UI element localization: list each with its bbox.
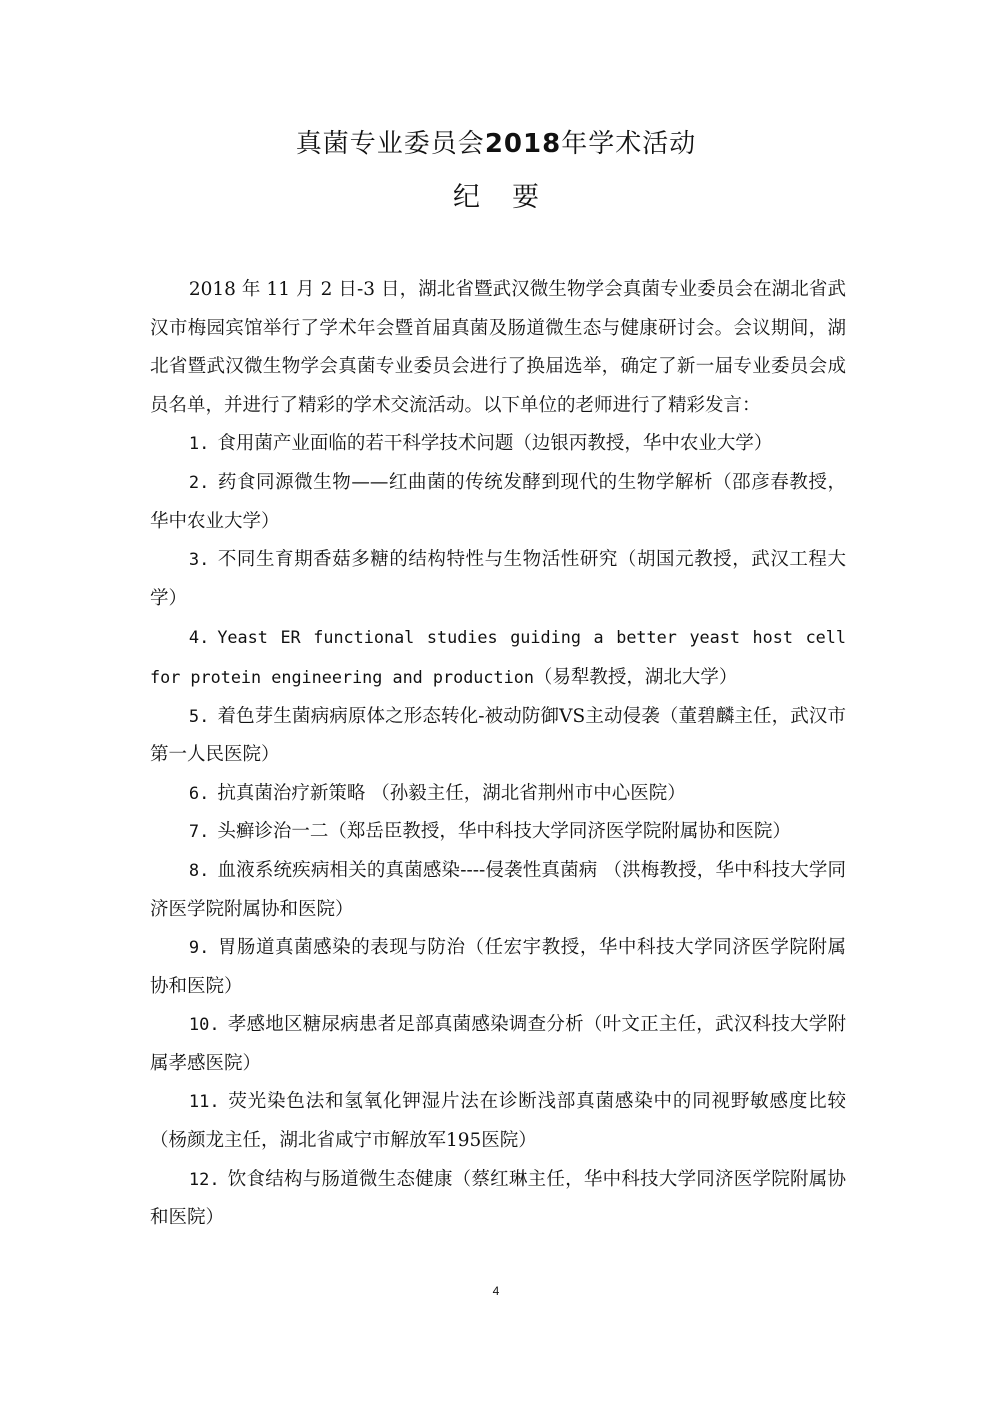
list-item [150, 1006, 846, 1083]
item-text: （易犁教授，湖北大学） [533, 666, 738, 688]
list-item [150, 852, 846, 929]
list-item [150, 1161, 846, 1238]
item-number: 1. [188, 434, 210, 455]
item-number: 7. [188, 822, 210, 843]
item-text: 药食同源微生物——红曲菌的传统发酵到现代的生物学解析（邵彦春教授，华中农业大学） [150, 471, 846, 532]
item-text: 饮食结构与肠道微生态健康（蔡红琳主任，华中科技大学同济医学院附属协和医院） [150, 1168, 846, 1229]
item-number: 12. [188, 1169, 220, 1190]
list-item [150, 698, 846, 775]
item-text: 胃肠道真菌感染的表现与防治（任宏宇教授，华中科技大学同济医学院附属协和医院） [150, 937, 846, 997]
list-item [150, 1083, 846, 1160]
item-text: 食用菌产业面临的若干科学技术问题（边银丙教授，华中农业大学） [217, 433, 773, 455]
item-text: 孝感地区糖尿病患者足部真菌感染调查分析（叶文正主任，武汉科技大学附属孝感医院） [150, 1014, 846, 1074]
list-item [150, 425, 846, 464]
item-text-english: Yeast ER functional studies guiding a better yeast host cell for protein engineering and production [150, 627, 846, 687]
item-number: 5. [188, 706, 210, 727]
item-text: 抗真菌治疗新策略 （孙毅主任，湖北省荆州市中心医院） [217, 782, 686, 804]
list-item [150, 618, 846, 697]
list-item [150, 775, 846, 814]
item-number: 2. [188, 472, 210, 493]
list-item [150, 813, 846, 852]
item-text: 着色芽生菌病病原体之形态转化-被动防御VS主动侵袭（董碧麟主任，武汉市第一人民医院） [150, 705, 846, 766]
title-year: 2018 [484, 129, 562, 159]
title-prefix: 真菌专业委员会 [295, 129, 485, 159]
item-number: 10. [188, 1015, 220, 1036]
document-body [150, 271, 846, 1238]
item-text: 头癣诊治一二（郑岳臣教授，华中科技大学同济医学院附属协和医院） [217, 821, 791, 843]
item-number: 6. [188, 783, 210, 804]
title-suffix: 年学术活动 [561, 129, 697, 159]
item-text: 不同生育期香菇多糖的结构特性与生物活性研究（胡国元教授，武汉工程大学） [150, 549, 846, 609]
list-item [150, 541, 846, 618]
item-number: 3. [188, 550, 210, 571]
page-number: 4 [492, 1284, 500, 1298]
document-title [0, 128, 992, 160]
list-item [150, 929, 846, 1006]
item-text: 血液系统疾病相关的真菌感染----侵袭性真菌病 （洪梅教授，华中科技大学同济医学院附属协和医院） [150, 859, 846, 920]
item-text: 荧光染色法和氢氧化钾湿片法在诊断浅部真菌感染中的同视野敏感度比较（杨颜龙主任，湖北省咸宁市解放军195医院） [150, 1091, 846, 1152]
list-item [150, 464, 846, 541]
item-number: 9. [188, 938, 210, 959]
item-number: 8. [188, 860, 210, 881]
item-number: 11. [188, 1092, 220, 1113]
item-number: 4. [188, 628, 210, 649]
intro-paragraph: 2018 年 11 月 2 日-3 日，湖北省暨武汉微生物学会真菌专业委员会在湖北省武汉市梅园宾馆举行了学术年会暨首届真菌及肠道微生态与健康研讨会。会议期间，湖北省暨武汉微生物学会真菌专业委员会进行了换届选举，确定了新一届专业委员会成员名单，并进行了精彩的学术交流活动。以下单位的老师进行了精彩发言： [150, 279, 846, 416]
document-subtitle: 纪要 [453, 182, 571, 213]
